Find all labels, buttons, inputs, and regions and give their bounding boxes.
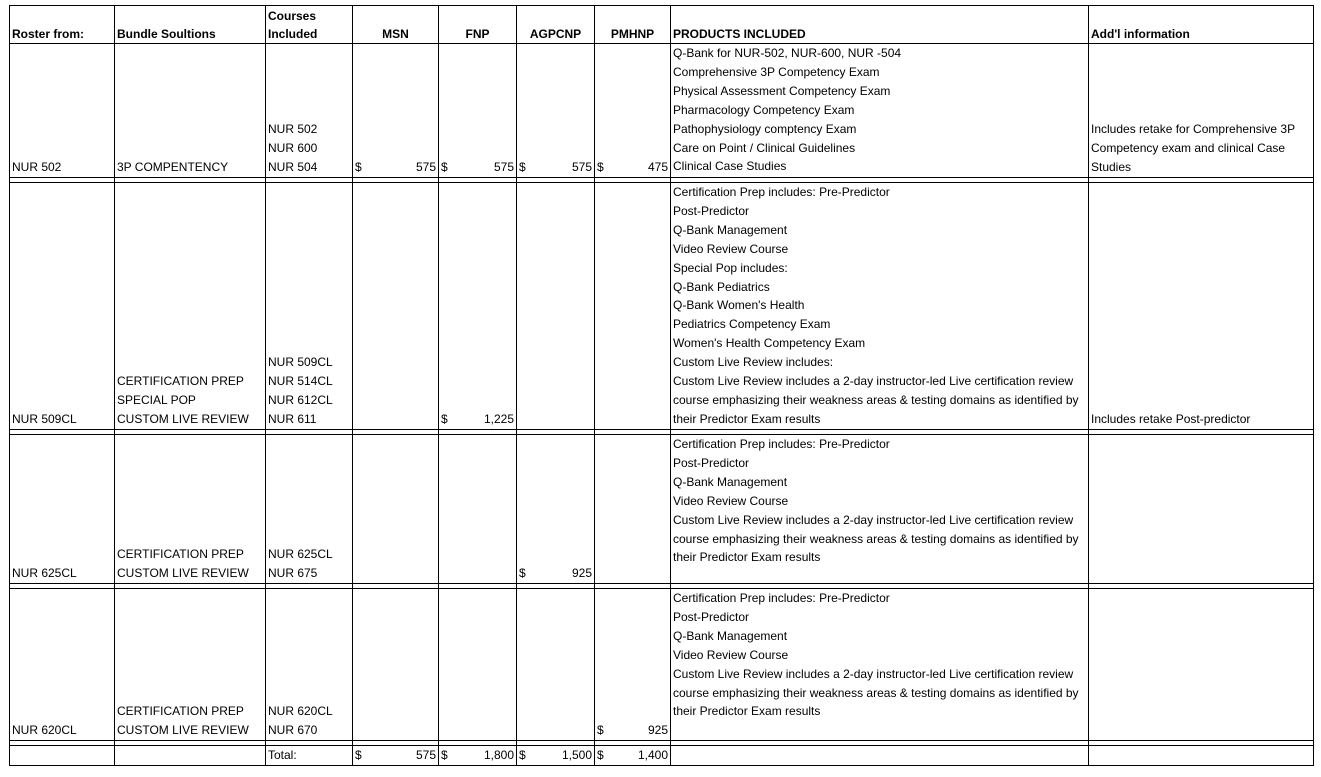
product-line: Certification Prep includes: Pre-Predictor: [673, 185, 890, 199]
money-value: [441, 410, 514, 429]
msn-price-cell[interactable]: [353, 589, 439, 741]
products-cell[interactable]: [671, 44, 1089, 178]
product-line: Q-Bank for NUR-502, NUR-600, NUR -504: [673, 46, 902, 60]
info-cell[interactable]: [1089, 44, 1314, 178]
amount: 575: [493, 160, 514, 175]
roster-cell[interactable]: NUR 620CL: [10, 589, 115, 741]
money-value: [597, 721, 668, 740]
info-cell[interactable]: [1089, 435, 1314, 584]
money-value: [597, 158, 668, 177]
empty-cell[interactable]: [671, 746, 1089, 766]
bundle-cell[interactable]: [115, 435, 266, 584]
info-cell[interactable]: [1089, 589, 1314, 741]
info-line: Studies: [1091, 160, 1132, 175]
product-line: Post-Predictor: [673, 203, 750, 218]
products-cell[interactable]: [671, 589, 1089, 741]
bundle-line: SPECIAL POP: [117, 393, 196, 408]
agpcnp-price-cell[interactable]: [517, 435, 595, 584]
product-line: Comprehensive 3P Competency Exam: [673, 64, 880, 79]
course-line: NUR 675: [268, 566, 318, 581]
product-line: Certification Prep includes: Pre-Predictor: [673, 591, 890, 605]
course-line: NUR 625CL: [268, 547, 333, 562]
currency-symbol: $: [519, 160, 526, 175]
agpcnp-price-cell[interactable]: [517, 589, 595, 741]
total-fnp-cell[interactable]: [439, 746, 517, 766]
header-info[interactable]: Add'l information: [1089, 6, 1314, 44]
course-line: NUR 620CL: [268, 704, 333, 719]
amount: 925: [571, 566, 592, 581]
product-line: Care on Point / Clinical Guidelines: [673, 140, 856, 155]
total-pmhnp-cell[interactable]: [595, 746, 671, 766]
product-line: Video Review Course: [673, 493, 789, 508]
course-line: NUR 670: [268, 723, 318, 738]
bundle-row: [10, 435, 1314, 584]
product-line: Women's Health Competency Exam: [673, 336, 866, 351]
product-line: Special Pop includes:: [673, 260, 788, 275]
total-label[interactable]: Total:: [266, 746, 353, 766]
header-courses[interactable]: [266, 6, 353, 44]
bundle-table: [9, 5, 1314, 766]
header-row: [10, 6, 1314, 44]
agpcnp-price-cell[interactable]: [517, 44, 595, 178]
empty-cell[interactable]: [10, 746, 115, 766]
bundle-row: [10, 183, 1314, 430]
info-line: Includes retake for Comprehensive 3P: [1091, 122, 1296, 137]
header-courses-line: Included: [268, 27, 318, 41]
money-value: [519, 564, 592, 583]
course-line: NUR 502: [268, 122, 318, 137]
spreadsheet: [9, 5, 1313, 766]
money-value: [441, 158, 514, 177]
currency-symbol: $: [597, 748, 604, 762]
amount: 1,500: [561, 748, 592, 762]
product-line: Clinical Case Studies: [673, 159, 787, 174]
currency-symbol: $: [597, 723, 604, 738]
products-cell[interactable]: [671, 183, 1089, 430]
product-line: their Predictor Exam results: [673, 704, 821, 719]
money-value: [519, 746, 592, 765]
currency-symbol: $: [355, 160, 362, 175]
product-line: Video Review Course: [673, 241, 789, 256]
empty-cell[interactable]: [115, 746, 266, 766]
courses-cell[interactable]: [266, 183, 353, 430]
header-msn[interactable]: MSN: [353, 6, 439, 44]
amount: 1,800: [483, 748, 514, 762]
header-bundle[interactable]: Bundle Soultions: [115, 6, 266, 44]
amount: 475: [647, 160, 668, 175]
empty-cell[interactable]: [1089, 746, 1314, 766]
pmhnp-price-cell[interactable]: [595, 435, 671, 584]
fnp-price-cell[interactable]: [439, 589, 517, 741]
product-line: Pathophysiology comptency Exam: [673, 121, 857, 136]
bundle-row: [10, 44, 1314, 178]
courses-cell[interactable]: [266, 44, 353, 178]
amount: 1,400: [637, 748, 668, 762]
header-agpcnp[interactable]: AGPCNP: [517, 6, 595, 44]
currency-symbol: $: [597, 160, 604, 175]
pmhnp-price-cell[interactable]: [595, 44, 671, 178]
product-line: Q-Bank Pediatrics: [673, 279, 770, 294]
fnp-price-cell[interactable]: [439, 44, 517, 178]
currency-symbol: $: [441, 748, 448, 762]
course-line: NUR 514CL: [268, 374, 333, 389]
bundle-cell[interactable]: [115, 183, 266, 430]
product-line: course emphasizing their weakness areas & testing domains as identified by: [673, 685, 1079, 700]
currency-symbol: $: [441, 160, 448, 175]
bundle-line: 3P COMPENTENCY: [117, 160, 229, 175]
currency-symbol: $: [355, 748, 362, 762]
bundle-cell[interactable]: [115, 44, 266, 178]
header-products[interactable]: PRODUCTS INCLUDED: [671, 6, 1089, 44]
header-fnp[interactable]: FNP: [439, 6, 517, 44]
header-pmhnp[interactable]: PMHNP: [595, 6, 671, 44]
bundle-cell[interactable]: [115, 589, 266, 741]
roster-cell[interactable]: NUR 502: [10, 44, 115, 178]
product-line: Post-Predictor: [673, 455, 750, 470]
header-courses-line: Courses: [268, 9, 317, 23]
product-line: Custom Live Review includes a 2-day instructor-led Live certification review: [673, 374, 1074, 389]
msn-price-cell[interactable]: [353, 44, 439, 178]
currency-symbol: $: [519, 748, 526, 762]
product-line: Q-Bank Management: [673, 222, 788, 237]
money-value: [355, 746, 436, 765]
course-line: NUR 612CL: [268, 393, 333, 408]
product-line: Q-Bank Women's Health: [673, 298, 805, 313]
amount: 925: [647, 723, 668, 738]
course-line: NUR 504: [268, 160, 318, 175]
product-line: Q-Bank Management: [673, 628, 788, 643]
product-line: course emphasizing their weakness areas & testing domains as identified by: [673, 392, 1079, 407]
amount: 575: [571, 160, 592, 175]
pmhnp-price-cell[interactable]: [595, 183, 671, 430]
product-line: their Predictor Exam results: [673, 550, 821, 565]
info-cell[interactable]: [1089, 183, 1314, 430]
pmhnp-price-cell[interactable]: [595, 589, 671, 741]
product-line: Q-Bank Management: [673, 474, 788, 489]
product-line: Custom Live Review includes:: [673, 355, 834, 370]
header-roster[interactable]: Roster from:: [10, 6, 115, 44]
product-line: Post-Predictor: [673, 609, 750, 624]
bundle-line: CERTIFICATION PREP: [117, 374, 244, 389]
course-line: NUR 600: [268, 141, 318, 156]
product-line: Video Review Course: [673, 647, 789, 662]
money-value: [355, 158, 436, 177]
money-value: [597, 746, 668, 765]
courses-cell[interactable]: [266, 589, 353, 741]
courses-cell[interactable]: [266, 435, 353, 584]
total-msn-cell[interactable]: [353, 746, 439, 766]
products-cell[interactable]: [671, 435, 1089, 584]
fnp-price-cell[interactable]: [439, 183, 517, 430]
product-line: Certification Prep includes: Pre-Predictor: [673, 437, 890, 451]
total-agpcnp-cell[interactable]: [517, 746, 595, 766]
product-line: Pharmacology Competency Exam: [673, 102, 855, 117]
bundle-line: CUSTOM LIVE REVIEW: [117, 412, 249, 427]
product-line: Physical Assessment Competency Exam: [673, 83, 891, 98]
amount: 575: [415, 160, 436, 175]
bundle-line: CUSTOM LIVE REVIEW: [117, 723, 249, 738]
money-value: [519, 158, 592, 177]
course-line: NUR 611: [268, 412, 317, 427]
product-line: Custom Live Review includes a 2-day instructor-led Live certification review: [673, 512, 1074, 527]
msn-price-cell[interactable]: [353, 183, 439, 430]
course-line: NUR 509CL: [268, 355, 333, 370]
currency-symbol: $: [441, 412, 448, 427]
product-line: Custom Live Review includes a 2-day instructor-led Live certification review: [673, 666, 1074, 681]
amount: 575: [415, 748, 436, 762]
amount: 1,225: [483, 412, 514, 427]
info-line: Competency exam and clinical Case: [1091, 141, 1286, 156]
agpcnp-price-cell[interactable]: [517, 183, 595, 430]
bundle-line: CUSTOM LIVE REVIEW: [117, 566, 249, 581]
bundle-line: CERTIFICATION PREP: [117, 547, 244, 562]
currency-symbol: $: [519, 566, 526, 581]
fnp-price-cell[interactable]: [439, 435, 517, 584]
info-line: Includes retake Post-predictor: [1091, 412, 1251, 427]
product-line: Pediatrics Competency Exam: [673, 317, 831, 332]
money-value: [441, 746, 514, 765]
bundle-line: CERTIFICATION PREP: [117, 704, 244, 719]
msn-price-cell[interactable]: [353, 435, 439, 584]
product-line: course emphasizing their weakness areas & testing domains as identified by: [673, 531, 1079, 546]
total-row: [10, 746, 1314, 766]
roster-cell[interactable]: NUR 509CL: [10, 183, 115, 430]
roster-cell[interactable]: NUR 625CL: [10, 435, 115, 584]
product-line: their Predictor Exam results: [673, 411, 821, 426]
bundle-row: [10, 589, 1314, 741]
